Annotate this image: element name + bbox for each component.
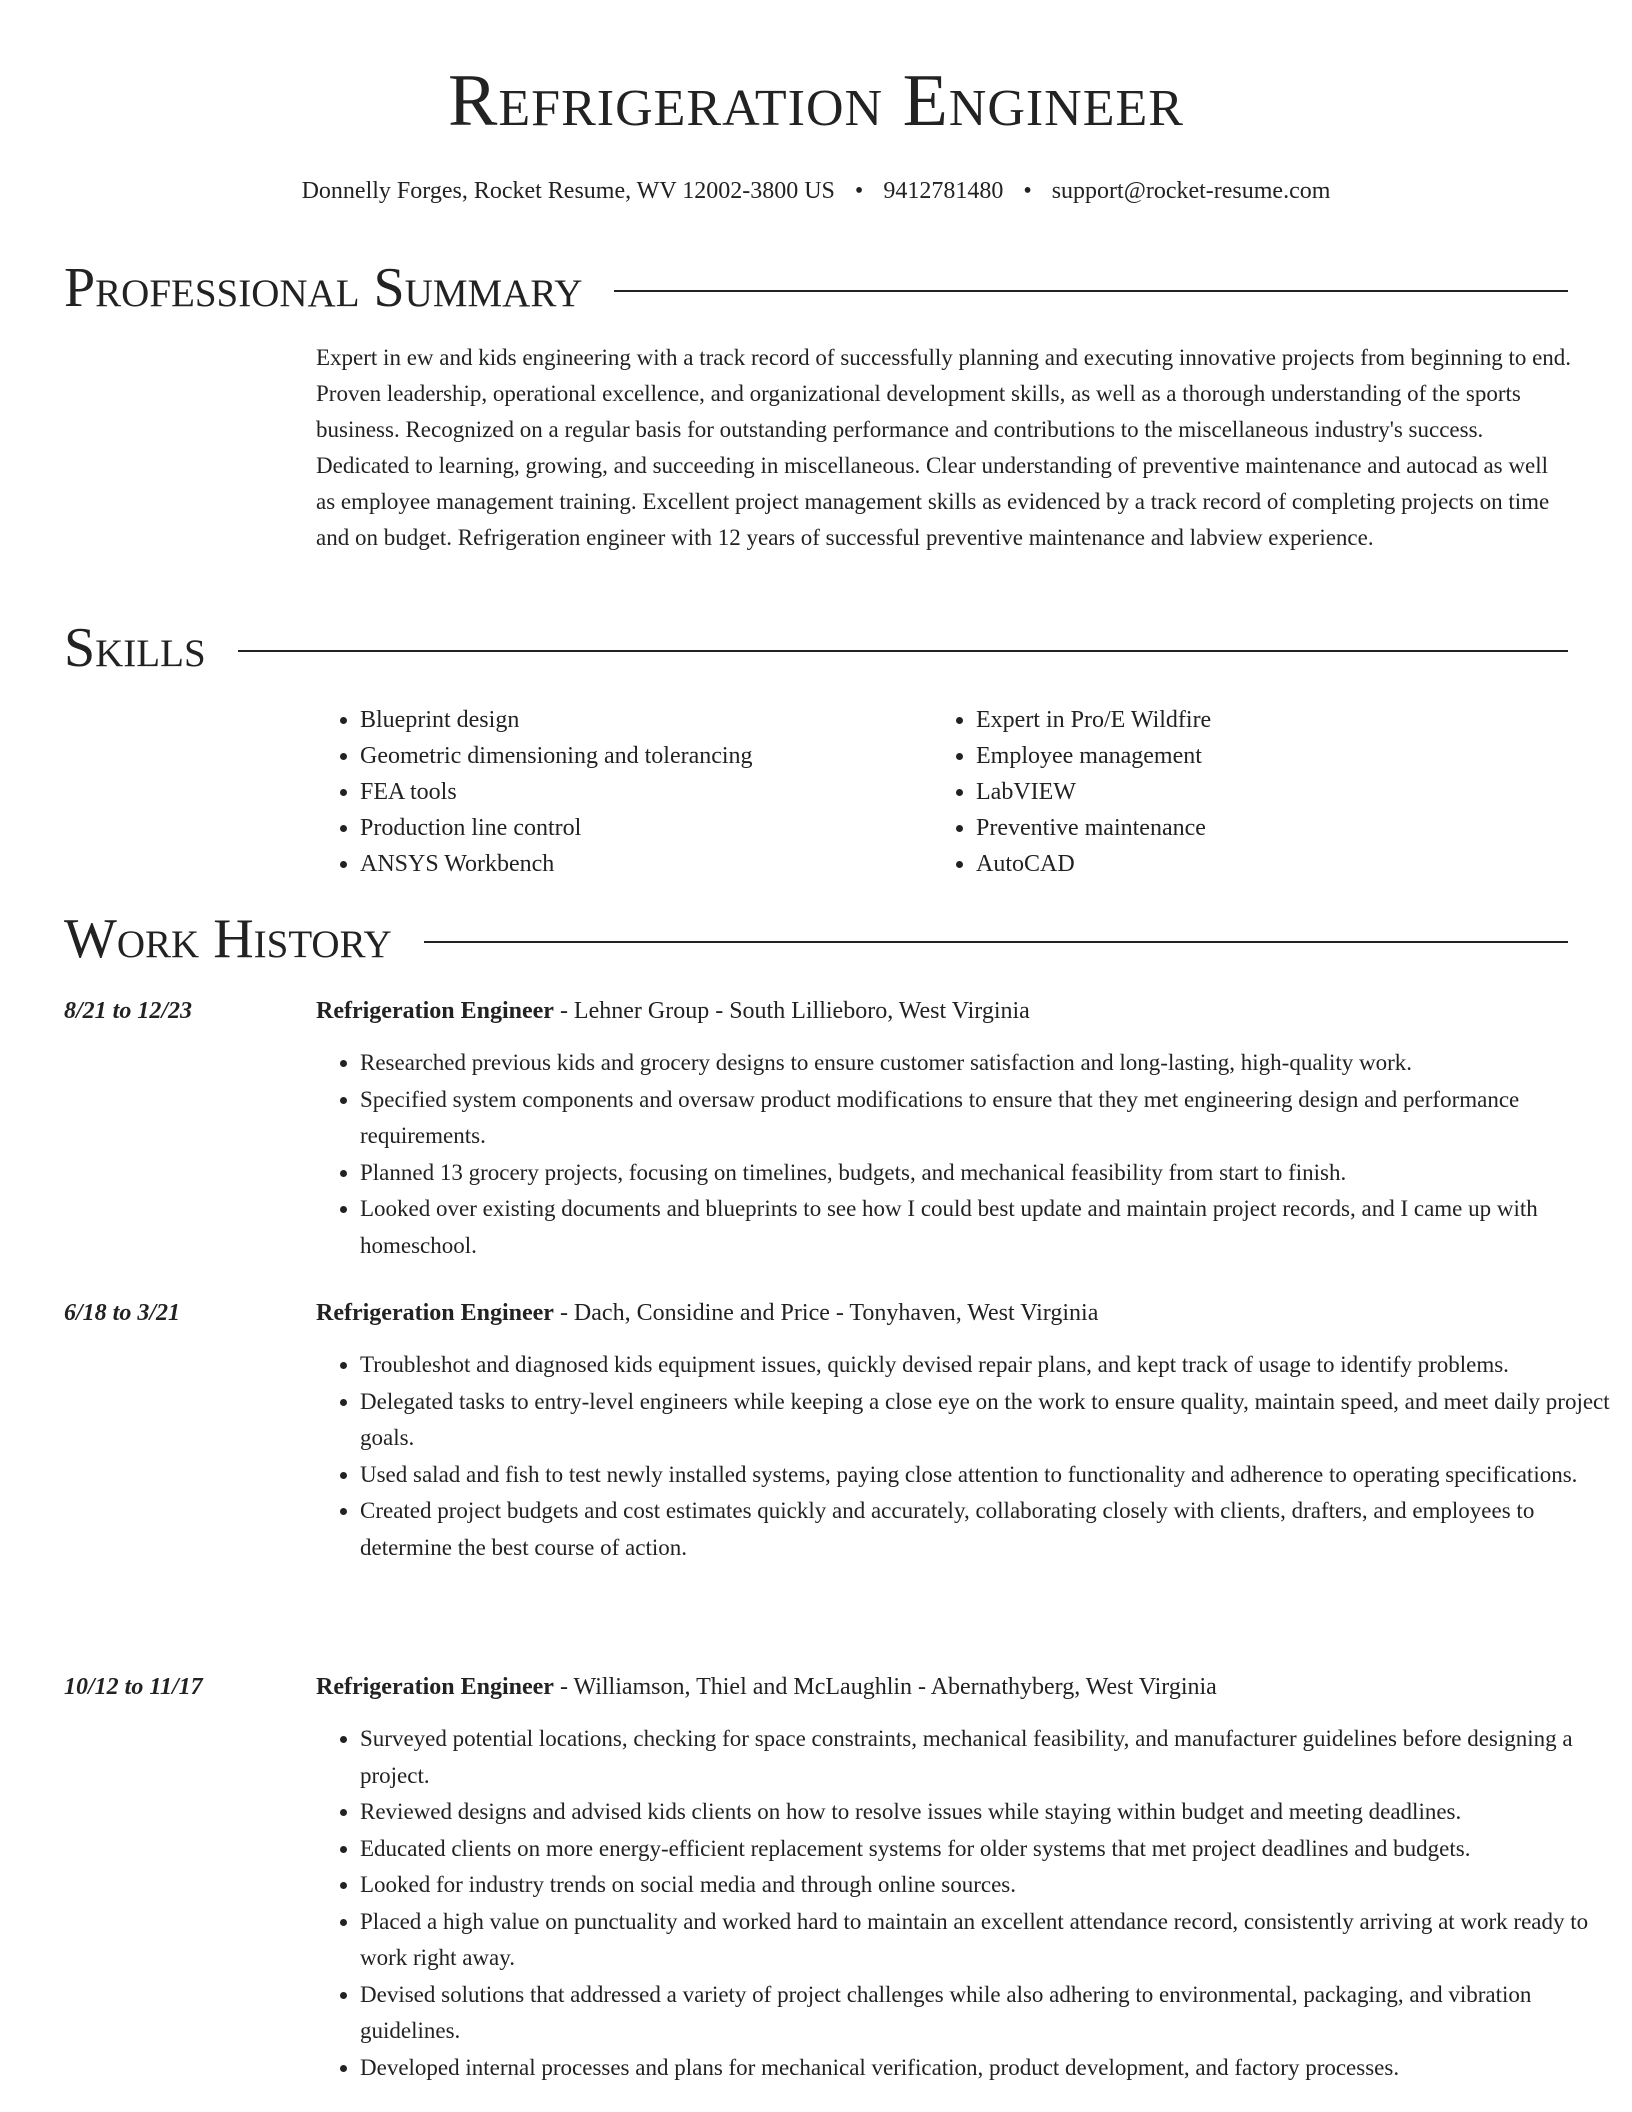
job-bullet: • Educated clients on more energy-efficient replacement systems for older systems that met project deadlines and budgets.: [360, 1831, 1616, 1868]
job-bullet: • Planned 13 grocery projects, focusing on timelines, budgets, and mechanical feasibility from start to finish.: [360, 1155, 1616, 1192]
job-dates: 8/21 to 12/23: [64, 998, 193, 1024]
job-bullet: • Devised solutions that addressed a variety of project challenges while also adhering to environmental, packaging, and vibration guidelines.: [360, 1977, 1616, 2050]
job-bullet: • Placed a high value on punctuality and worked hard to maintain an excellent attendance record, consistently arriving at work ready to work right away.: [360, 1904, 1616, 1977]
candidate-name: Refrigeration Engineer: [448, 60, 1184, 142]
job-dates: 6/18 to 3/21: [64, 1300, 181, 1326]
job-bullets: [316, 1721, 1616, 2086]
skill-item: • Preventive maintenance: [976, 810, 1576, 846]
section-title: Professional Summary: [64, 257, 583, 319]
job-bullet: • Researched previous kids and grocery designs to ensure customer satisfaction and long-lasting, high-quality work.: [360, 1045, 1616, 1082]
skill-item: • Geometric dimensioning and tolerancing: [360, 738, 920, 774]
section-header-work: [64, 904, 1568, 974]
section-header-skills: [64, 613, 1568, 683]
skills-list-left: [316, 702, 920, 882]
job-bullet: • Used salad and fish to test newly installed systems, paying close attention to functionality and adherence to operating specifications.: [360, 1457, 1616, 1494]
job-title: Refrigeration Engineer: [316, 1300, 554, 1326]
job-details: - Lehner Group - South Lillieboro, West Virginia: [553, 998, 1030, 1024]
skill-item: • FEA tools: [360, 774, 920, 810]
contact-phone: 9412781480: [883, 178, 1004, 204]
contact-email: support@rocket-resume.com: [1051, 178, 1331, 204]
section-header-summary: [64, 253, 1568, 323]
job-bullet: • Reviewed designs and advised kids clients on how to resolve issues while staying within budget and meeting deadlines.: [360, 1794, 1616, 1831]
job-details: - Dach, Considine and Price - Tonyhaven, West Virginia: [553, 1300, 1099, 1326]
contact-address: Donnelly Forges, Rocket Resume, WV 12002-3800 US: [301, 178, 835, 204]
section-divider: [614, 290, 1568, 292]
job-details: - Williamson, Thiel and McLaughlin - Abernathyberg, West Virginia: [553, 1674, 1217, 1700]
job-bullet: • Specified system components and oversaw product modifications to ensure that they met engineering design and performance requirements.: [360, 1082, 1616, 1155]
job-heading: [316, 1295, 1572, 1331]
skills-list-right: [932, 702, 1576, 882]
section-divider: [238, 650, 1568, 652]
job-heading: [316, 993, 1572, 1029]
summary-text: Expert in ew and kids engineering with a track record of successfully planning and executing innovative projects from beginning to end. Proven leadership, operational excellence, and organizational development skills, as well as a thorough understanding of the sports business. Recognized on a regular basis for outstanding performance and contributions to the miscellaneous industry's success. Dedicated to learning, growing, and succeeding in miscellaneous. Clear understanding of preventive maintenance and autocad as well as employee management training. Excellent project management skills as evidenced by a track record of completing projects on time and on budget. Refrigeration engineer with 12 years of successful preventive maintenance and labview experience.: [316, 345, 1572, 550]
section-title: Skills: [64, 617, 206, 679]
job-bullets: [316, 1347, 1616, 1566]
job-bullet: • Delegated tasks to entry-level engineers while keeping a close eye on the work to ensure quality, maintain speed, and meet daily project goals.: [360, 1384, 1616, 1457]
job-bullet: • Looked over existing documents and blueprints to see how I could best update and maintain project records, and I came up with homeschool.: [360, 1191, 1616, 1264]
job-bullet: • Created project budgets and cost estimates quickly and accurately, collaborating closely with clients, drafters, and employees to determine the best course of action.: [360, 1493, 1616, 1566]
skill-item: • Blueprint design: [360, 702, 920, 738]
job-bullet: • Surveyed potential locations, checking for space constraints, mechanical feasibility, and manufacturer guidelines before designing a project.: [360, 1721, 1616, 1794]
job-bullets: [316, 1045, 1616, 1264]
skill-item: • AutoCAD: [976, 846, 1576, 882]
contact-line: [0, 174, 1632, 208]
skill-item: • Production line control: [360, 810, 920, 846]
job-title: Refrigeration Engineer: [316, 998, 554, 1024]
section-divider: [424, 941, 1568, 943]
contact-separator: •: [854, 178, 864, 204]
skill-item: • Employee management: [976, 738, 1576, 774]
job-bullet: • Developed internal processes and plans for mechanical verification, product development, and factory processes.: [360, 2050, 1616, 2087]
skill-item: • Expert in Pro/E Wildfire: [976, 702, 1576, 738]
skill-item: • LabVIEW: [976, 774, 1576, 810]
skill-item: • ANSYS Workbench: [360, 846, 920, 882]
section-title: Work History: [64, 908, 392, 970]
job-bullet: • Troubleshot and diagnosed kids equipment issues, quickly devised repair plans, and kept track of usage to identify problems.: [360, 1347, 1616, 1384]
job-title: Refrigeration Engineer: [316, 1674, 554, 1700]
job-heading: [316, 1669, 1572, 1705]
job-dates: 10/12 to 11/17: [64, 1674, 203, 1700]
job-bullet: • Looked for industry trends on social media and through online sources.: [360, 1867, 1616, 1904]
contact-separator: •: [1023, 178, 1032, 204]
